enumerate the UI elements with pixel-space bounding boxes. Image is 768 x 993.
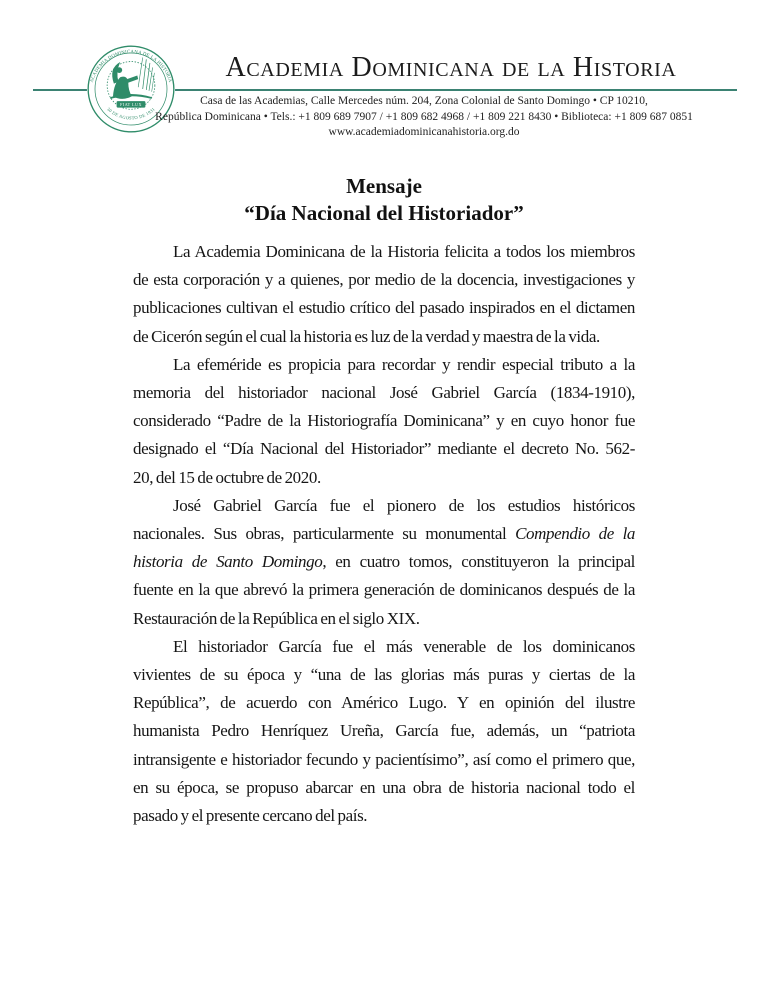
text-segment: memoria del historiador nacional José Gabriel García (1834-1910), <box>133 383 635 403</box>
text-segment: nacionales. Sus obras, particularmente su monumental <box>133 524 516 544</box>
italic-text-segment: historia de Santo Domingo <box>133 552 323 572</box>
text-segment: El historiador García fue el más venerable de los dominicanos <box>173 636 635 656</box>
paragraph <box>133 238 635 351</box>
text-line <box>133 717 635 745</box>
document-title-line-2: “Día Nacional del Historiador” <box>244 201 524 225</box>
letterhead-address-block <box>124 94 724 141</box>
text-segment: José Gabriel García fue el pionero de los estudios históricos <box>173 495 635 515</box>
text-line <box>133 548 635 576</box>
italic-text-segment: Compendio de la <box>515 524 636 544</box>
text-line <box>133 605 635 633</box>
paragraph <box>133 633 635 830</box>
paragraph <box>133 492 635 633</box>
text-segment: en su época, se propuso abarcar en una obra de historia nacional todo el <box>133 777 635 797</box>
text-segment: intransigente e historiador fecundo y pacientísimo”, así como el primero que, <box>133 749 635 769</box>
document-title-line-1: Mensaje <box>346 174 422 198</box>
organization-name: Academia Dominicana de la Historia <box>225 52 677 83</box>
text-line <box>133 746 635 774</box>
text-segment: vivientes de su época y “una de las glorias más puras y ciertas de la <box>133 665 635 685</box>
website-url: www.academiadominicanahistoria.org.do <box>328 126 520 138</box>
text-line <box>133 689 635 717</box>
text-segment: designado el “Día Nacional del Historiador” mediante el decreto No. 562- <box>133 439 635 459</box>
text-line <box>133 633 635 661</box>
text-line <box>133 661 635 689</box>
text-line <box>133 407 635 435</box>
document-title <box>133 173 635 227</box>
text-line <box>133 323 635 351</box>
text-segment: considerado “Padre de la Historiografía Dominicana” y en cuyo honor fue <box>133 411 635 431</box>
text-line <box>133 351 635 379</box>
text-line <box>133 266 635 294</box>
address-line-1: Casa de las Academias, Calle Mercedes núm. 204, Zona Colonial de Santo Domingo • CP 10210, <box>200 95 648 107</box>
text-segment: , en cuatro tomos, constituyeron la principal <box>322 552 635 572</box>
text-line <box>133 294 635 322</box>
text-segment: fuente en la que abrevó la primera generación de dominicanos después de la <box>133 580 635 600</box>
text-segment: humanista Pedro Henríquez Ureña, García fue, además, un “patriota <box>133 721 635 741</box>
text-segment: La Academia Dominicana de la Historia felicita a todos los miembros <box>173 242 635 261</box>
seal-bottom-text: 30 DE AGOSTO DE 1931 <box>106 106 156 121</box>
document-body <box>133 238 635 830</box>
text-line <box>133 774 635 802</box>
paragraph <box>133 351 635 492</box>
text-line <box>133 492 635 520</box>
text-line <box>133 238 635 266</box>
document-content <box>133 173 635 830</box>
text-segment: pasado y el presente cercano del país. <box>133 806 368 826</box>
text-line <box>133 379 635 407</box>
text-segment: de Cicerón según el cual la historia es luz de la verdad y maestra de la vida. <box>133 326 600 346</box>
text-line <box>133 464 635 492</box>
text-line <box>133 520 635 548</box>
text-segment: República”, de acuerdo con Américo Lugo. Y en opinión del ilustre <box>133 693 635 713</box>
svg-text:FIAT LUX: FIAT LUX <box>120 102 142 108</box>
text-line <box>133 576 635 604</box>
address-line-2: República Dominicana • Tels.: +1 809 689 7907 / +1 809 682 4968 / +1 809 221 8430 • Biblioteca: +1 809 687 0851 <box>155 110 693 123</box>
text-segment: 20, del 15 de octubre de 2020. <box>133 467 321 487</box>
text-segment: de esta corporación y a quienes, por medio de la docencia, investigaciones y <box>133 270 635 290</box>
seal-top-text: ACADEMIA DOMINICANA DE LA HISTORIA <box>89 49 173 84</box>
text-segment: Restauración de la República en el siglo XIX. <box>133 608 420 628</box>
text-line <box>133 435 635 463</box>
text-segment: publicaciones cultivan el estudio crítico del pasado inspirados en el dictamen <box>133 298 635 318</box>
text-segment: La efeméride es propicia para recordar y rendir especial tributo a la <box>173 354 635 374</box>
text-line <box>133 802 635 830</box>
